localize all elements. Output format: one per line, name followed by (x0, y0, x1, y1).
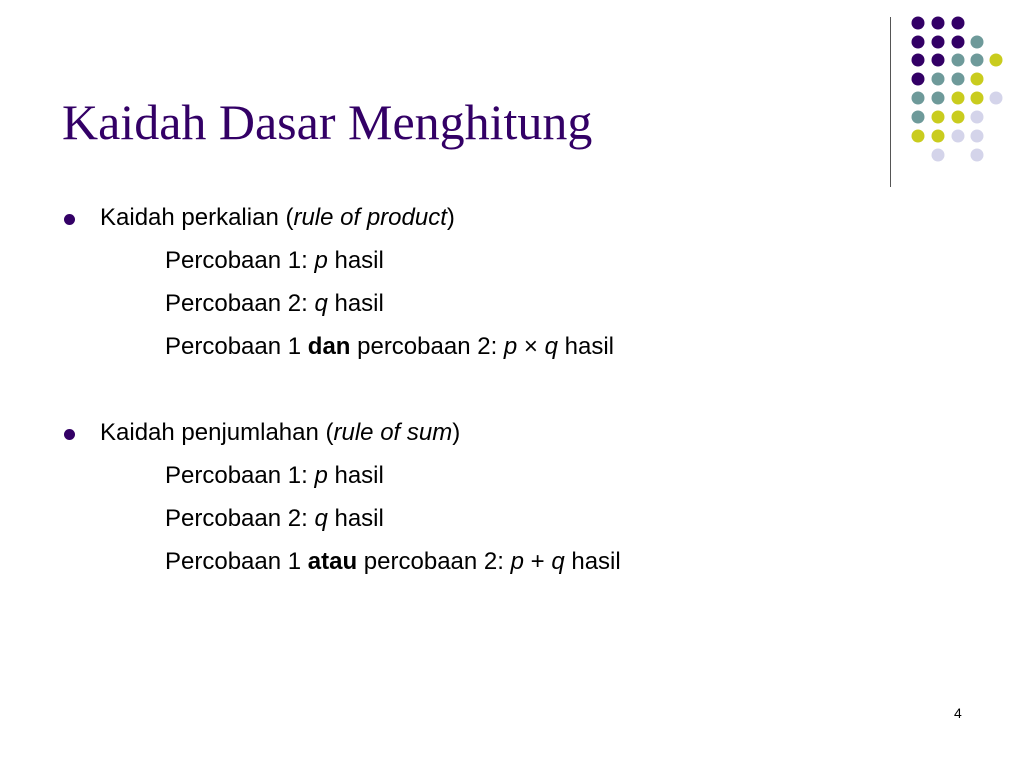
line-prefix: Percobaan 1: (165, 247, 315, 274)
line-suffix: hasil (327, 247, 384, 274)
line-suffix: hasil (327, 462, 384, 489)
line-prefix: Percobaan 1 (165, 548, 308, 575)
plus-operator: + (523, 548, 552, 575)
line-variable: q (314, 290, 328, 317)
heading-close: ) (452, 419, 461, 446)
bullet-rule-of-sum (100, 418, 460, 448)
line-prefix: Percobaan 2: (165, 290, 315, 317)
line-middle: percobaan 2: (350, 333, 504, 360)
bullet-rule-of-product (100, 203, 455, 233)
line-middle: percobaan 2: (357, 548, 511, 575)
page-number: 4 (954, 705, 962, 721)
multiply-operator: × (517, 333, 545, 360)
conjunction-dan: dan (307, 333, 351, 360)
heading-text: Kaidah perkalian ( (100, 204, 294, 231)
bullet-icon (64, 214, 75, 225)
product-combined-line (165, 332, 614, 362)
heading-term: rule of product (293, 204, 447, 231)
heading-text: Kaidah penjumlahan ( (100, 419, 334, 446)
product-line-1 (165, 246, 384, 276)
line-suffix: hasil (327, 290, 384, 317)
slide-title: Kaidah Dasar Menghitung (62, 94, 593, 150)
line-prefix: Percobaan 1 (165, 333, 308, 360)
line-variable: q (551, 548, 565, 575)
line-prefix: Percobaan 2: (165, 505, 315, 532)
line-variable: q (544, 333, 558, 360)
line-variable: p (510, 548, 524, 575)
sum-line-2 (165, 504, 384, 534)
product-line-2 (165, 289, 384, 319)
bullet-icon (64, 429, 75, 440)
line-variable: p (314, 247, 328, 274)
line-suffix: hasil (564, 548, 621, 575)
line-prefix: Percobaan 1: (165, 462, 315, 489)
line-variable: p (314, 462, 328, 489)
line-suffix: hasil (557, 333, 615, 360)
line-variable: p (503, 333, 518, 360)
heading-close: ) (446, 204, 455, 231)
sum-line-1 (165, 461, 384, 491)
line-variable: q (314, 505, 328, 532)
line-suffix: hasil (327, 505, 384, 532)
conjunction-atau: atau (307, 548, 358, 575)
heading-term: rule of sum (333, 419, 453, 446)
sum-combined-line (165, 547, 621, 577)
